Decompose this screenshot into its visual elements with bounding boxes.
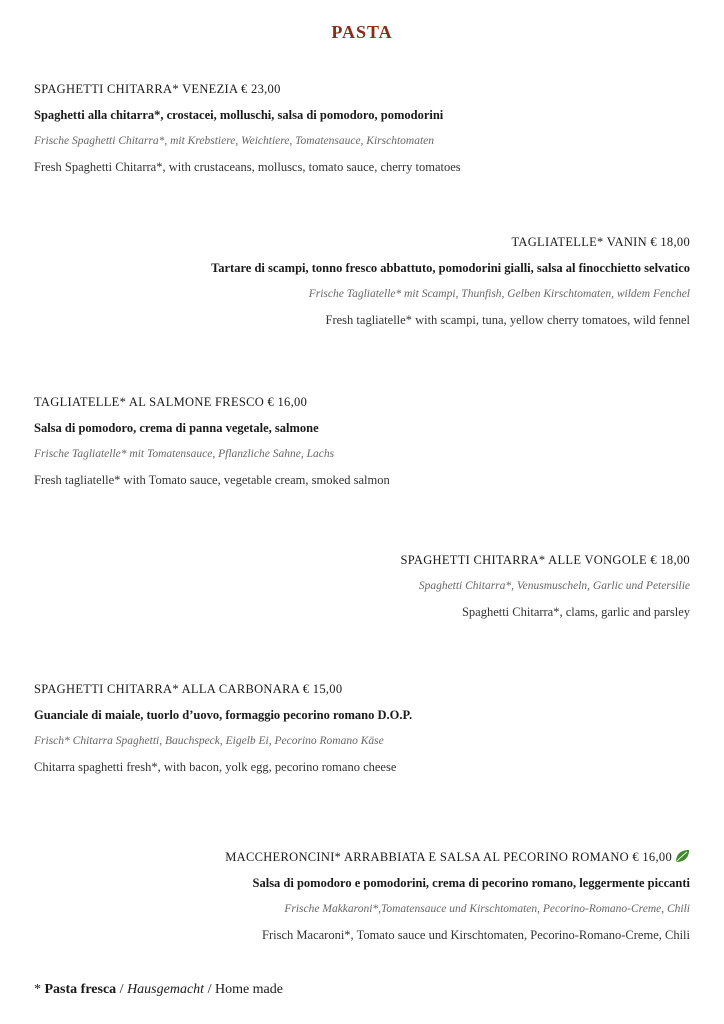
footnote-german: Hausgemacht	[127, 982, 205, 997]
footnote-italian: Pasta fresca	[44, 982, 117, 997]
footnote-separator: /	[119, 982, 124, 997]
dish-german-description: Frische Tagliatelle* mit Tomatensauce, Pflanzliche Sahne, Lachs	[34, 448, 335, 460]
menu-item	[34, 229, 690, 333]
dish-english-description: Frisch Macaroni*, Tomato sauce und Kirschtomaten, Pecorino-Romano-Creme, Chili	[262, 928, 690, 942]
dish-name: SPAGHETTI CHITARRA* ALLA CARBONARA € 15,00	[34, 682, 343, 696]
dish-german-description: Frische Tagliatelle* mit Scampi, Thunfish, Gelben Kirschtomaten, wildem Fenchel	[308, 288, 690, 300]
dish-english-description: Chitarra spaghetti fresh*, with bacon, yolk egg, pecorino romano cheese	[34, 760, 397, 774]
dish-english-description: Fresh tagliatelle* with scampi, tuna, yellow cherry tomatoes, wild fennel	[325, 313, 690, 327]
dish-name: SPAGHETTI CHITARRA* VENEZIA € 23,00	[34, 82, 281, 96]
menu-item	[34, 547, 690, 625]
footnote-separator: /	[207, 982, 212, 997]
page-title: PASTA	[331, 22, 393, 42]
dish-italian-description: Salsa di pomodoro, crema di panna vegetale, salmone	[34, 421, 319, 435]
dish-name: SPAGHETTI CHITARRA* ALLE VONGOLE € 18,00	[400, 553, 690, 567]
dish-english-description: Fresh tagliatelle* with Tomato sauce, vegetable cream, smoked salmon	[34, 473, 390, 487]
footnote-english: Home made	[214, 982, 283, 997]
menu-item	[34, 844, 690, 948]
dish-german-description: Frisch* Chitarra Spaghetti, Bauchspeck, Eigelb Ei, Pecorino Romano Käse	[34, 735, 384, 747]
menu-item	[34, 676, 690, 780]
dish-name: TAGLIATELLE* AL SALMONE FRESCO € 16,00	[34, 395, 308, 409]
dish-german-description: Spaghetti Chitarra*, Venusmuscheln, Garlic und Petersilie	[418, 580, 690, 592]
dish-german-description: Frische Makkaroni*,Tomatensauce und Kirschtomaten, Pecorino-Romano-Creme, Chili	[284, 903, 690, 915]
footnote	[34, 982, 283, 998]
dish-italian-description: Guanciale di maiale, tuorlo d’uovo, formaggio pecorino romano D.O.P.	[34, 708, 413, 722]
dish-name: MACCHERONCINI* ARRABBIATA E SALSA AL PECORINO ROMANO € 16,00	[225, 850, 672, 864]
dish-italian-description: Salsa di pomodoro e pomodorini, crema di pecorino romano, leggermente piccanti	[252, 876, 690, 890]
footnote-asterisk: *	[34, 982, 41, 997]
dish-name: TAGLIATELLE* VANIN € 18,00	[511, 235, 690, 249]
dish-german-description: Frische Spaghetti Chitarra*, mit Krebstiere, Weichtiere, Tomatensauce, Kirschtomaten	[34, 135, 435, 147]
dish-italian-description: Tartare di scampi, tonno fresco abbattuto, pomodorini gialli, salsa al finocchietto selvatico	[211, 261, 690, 275]
menu-item	[34, 76, 690, 180]
dish-italian-description: Spaghetti alla chitarra*, crostacei, molluschi, salsa di pomodoro, pomodorini	[34, 108, 444, 122]
dish-english-description: Fresh Spaghetti Chitarra*, with crustaceans, molluscs, tomato sauce, cherry tomatoes	[34, 160, 461, 174]
dish-name-row	[34, 844, 690, 870]
menu-item	[34, 389, 690, 493]
dish-english-description: Spaghetti Chitarra*, clams, garlic and parsley	[461, 605, 690, 619]
vegetarian-leaf-icon	[674, 848, 690, 864]
